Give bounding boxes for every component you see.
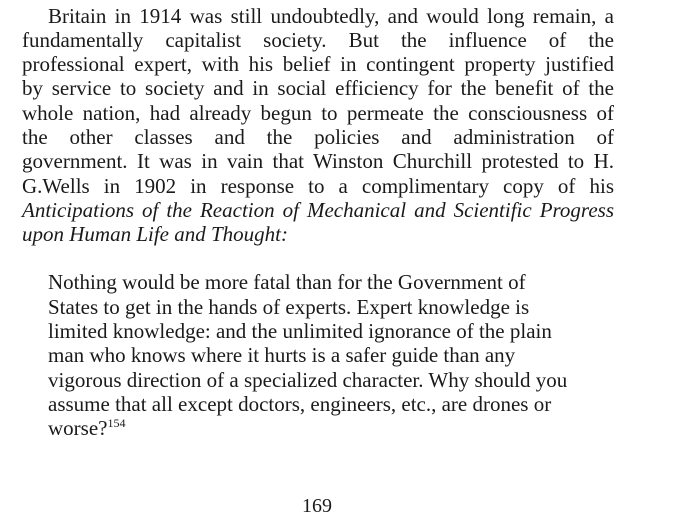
quote-line: Nothing would be more fatal than for the Government of xyxy=(48,270,526,294)
quote-line: vigorous direction of a specialized character. Why should you xyxy=(48,368,568,392)
paragraph-line: whole nation, had already begun to permeate the consciousness of xyxy=(22,101,614,125)
paragraph-line: the other classes and the policies and administration of xyxy=(22,125,614,149)
footnote-reference: 154 xyxy=(107,416,126,430)
quote-line: limited knowledge: and the unlimited ignorance of the plain xyxy=(48,319,552,343)
paragraph-line: professional expert, with his belief in contingent property justified xyxy=(22,52,614,76)
paragraph-line: government. It was in vain that Winston Churchill protested to H. xyxy=(22,149,614,173)
quote-line-text: worse? xyxy=(48,416,108,440)
quote-line-last xyxy=(48,416,125,440)
paragraph-line-italic-title: Anticipations of the Reaction of Mechanical and Scientific Progress xyxy=(22,198,614,222)
quote-line: States to get in the hands of experts. Expert knowledge is xyxy=(48,295,530,319)
paragraph-line: G.Wells in 1902 in response to a complimentary copy of his xyxy=(22,174,614,198)
paragraph-line: by service to society and in social efficiency for the benefit of the xyxy=(22,76,614,100)
paragraph-line-italic-title: upon Human Life and Thought: xyxy=(22,222,289,246)
quote-line: assume that all except doctors, engineers, etc., are drones or xyxy=(48,392,552,416)
paragraph-line: fundamentally capitalist society. But the influence of the xyxy=(22,28,614,52)
page-number: 169 xyxy=(302,495,332,517)
quote-line: man who knows where it hurts is a safer guide than any xyxy=(48,343,516,367)
paragraph-line: Britain in 1914 was still undoubtedly, and would long remain, a xyxy=(48,4,614,28)
